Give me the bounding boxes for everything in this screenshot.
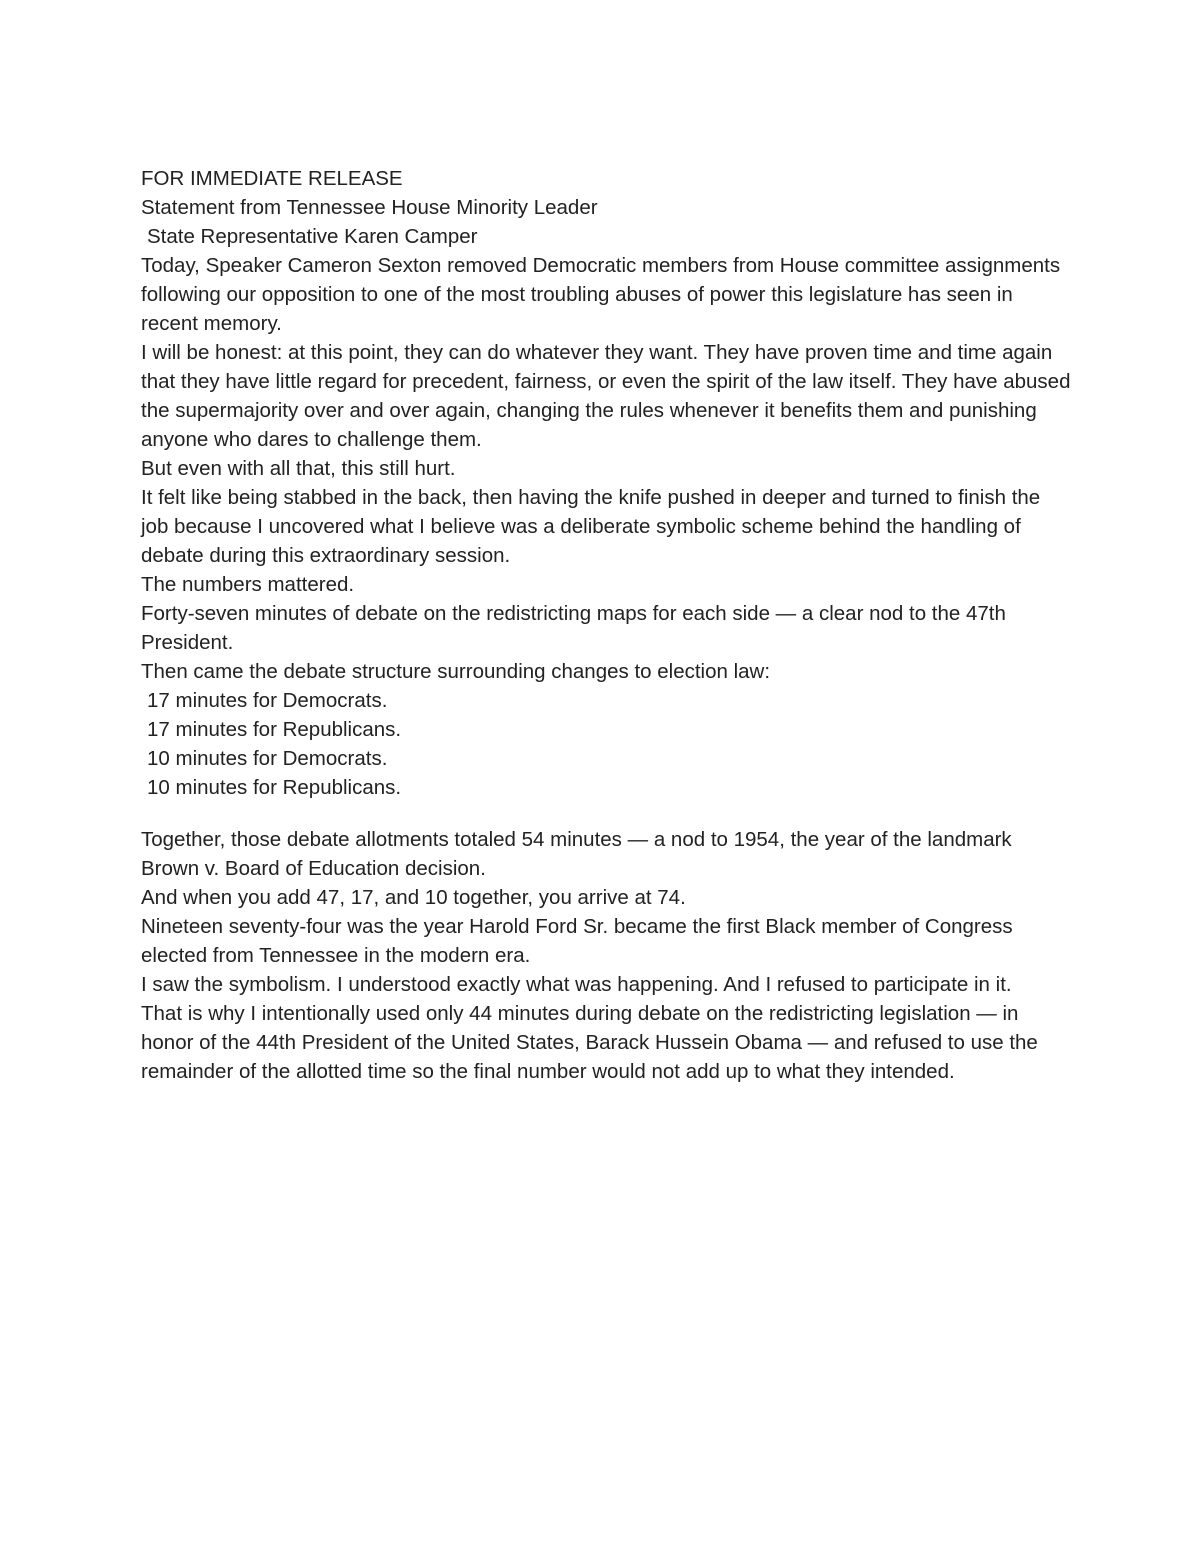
- list-item: 10 minutes for Republicans.: [147, 776, 402, 799]
- debate-structure: [141, 657, 1071, 802]
- statement-header: [141, 193, 1071, 251]
- paragraph: It felt like being stabbed in the back, then having the knife pushed in deeper and turned to finish the job because I uncovered what I believe was a deliberate symbolic scheme behind the handling of debate during this extraordinary session.: [141, 486, 1041, 567]
- document-body: [141, 164, 1071, 1086]
- debate-structure-intro: Then came the debate structure surrounding changes to election law:: [141, 660, 771, 683]
- release-label: FOR IMMEDIATE RELEASE: [141, 167, 403, 190]
- paragraph: And when you add 47, 17, and 10 together, you arrive at 74.: [141, 886, 686, 909]
- list-item: 17 minutes for Democrats.: [147, 689, 388, 712]
- list-item: 17 minutes for Republicans.: [147, 718, 402, 741]
- paragraph: I saw the symbolism. I understood exactly what was happening. And I refused to participate in it.: [141, 973, 1012, 996]
- paragraph: Forty-seven minutes of debate on the redistricting maps for each side — a clear nod to the 47th President.: [141, 602, 1006, 654]
- paragraph: Today, Speaker Cameron Sexton removed Democratic members from House committee assignments following our opposition to one of the most troubling abuses of power this legislature has seen in recent memory.: [141, 254, 1061, 335]
- paragraph: Together, those debate allotments totaled 54 minutes — a nod to 1954, the year of the landmark Brown v. Board of Education decision.: [141, 828, 1012, 880]
- paragraph: But even with all that, this still hurt.: [141, 457, 456, 480]
- paragraph: That is why I intentionally used only 44 minutes during debate on the redistricting legislation — in honor of the 44th President of the United States, Barack Hussein Obama — and refused to use the remainder of the allotted time so the final number would not add up to what they intended.: [141, 1002, 1038, 1083]
- paragraph: The numbers mattered.: [141, 573, 355, 596]
- statement-author: State Representative Karen Camper: [147, 225, 478, 248]
- list-item: 10 minutes for Democrats.: [147, 747, 388, 770]
- statement-title: Statement from Tennessee House Minority Leader: [141, 196, 598, 219]
- paragraph: Nineteen seventy-four was the year Harold Ford Sr. became the first Black member of Congress elected from Tennessee in the modern era.: [141, 915, 1013, 967]
- paragraph: I will be honest: at this point, they can do whatever they want. They have proven time and time again that they have little regard for precedent, fairness, or even the spirit of the law itself. They have abused the supermajority over and over again, changing the rules whenever it benefits them and punishing anyone who dares to challenge them.: [141, 341, 1071, 451]
